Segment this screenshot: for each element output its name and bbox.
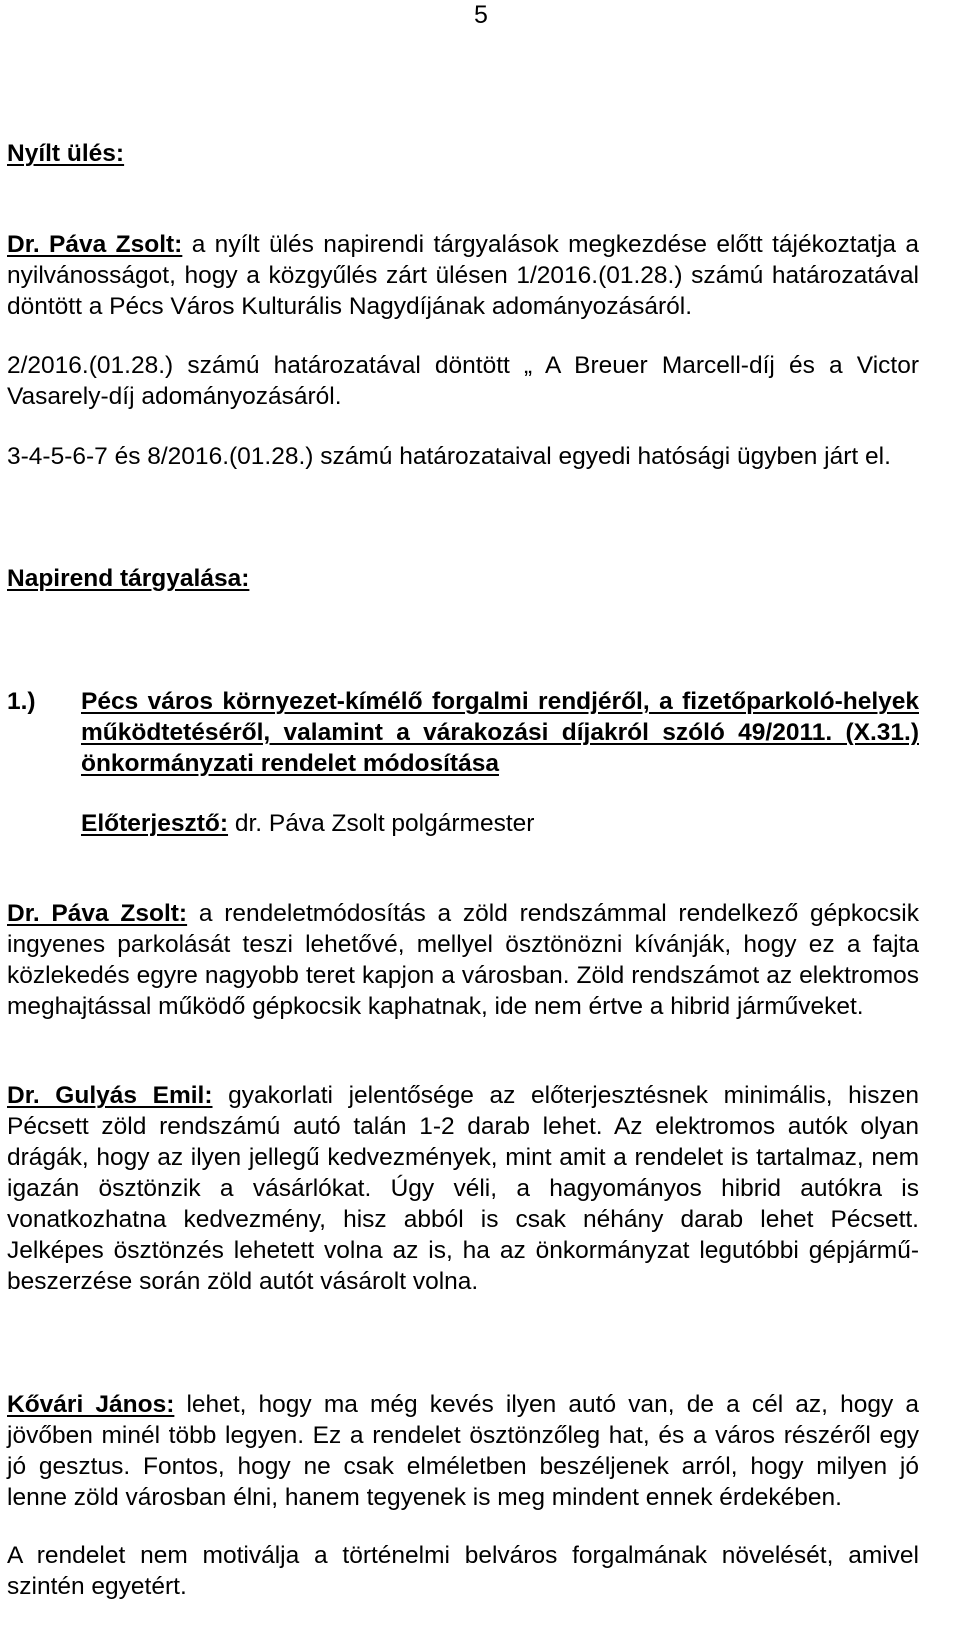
discussion-paragraph [7, 1080, 919, 1297]
intro-paragraph-2: 2/2016.(01.28.) számú határozatával döntött „ A Breuer Marcell-díj és a Victor Vasarely-díj adományozásáról. [7, 352, 919, 410]
intro-text: a nyílt ülés napirendi tárgyalások megkezdése előtt tájékoztatja a nyilvánosságot, hogy a közgyűlés zárt ülésen 1/2016.(01.28.) számú határozatával döntött a Pécs Város Kulturális Nagydíjának adományozásáról. [7, 231, 919, 320]
intro-paragraph [7, 229, 919, 322]
speech-text: lehet, hogy ma még kevés ilyen autó van, de a cél az, hogy a jövőben minél több legyen. Ez a rendelet ösztönzőleg hat, és a város részéről egy jó gesztus. Fontos, hogy ne csak elméletben beszéljenek arról, hogy milyen jó lenne zöld városban élni, hanem tegyenek is meg mindent ennek érdekében. [7, 1391, 919, 1511]
open-session-heading: Nyílt ülés: [7, 140, 125, 167]
discussion-paragraph [7, 898, 919, 1022]
closing-paragraph: A rendelet nem motiválja a történelmi belváros forgalmának növelését, amivel szintén egyetért. [7, 1542, 919, 1600]
agenda-item-title: Pécs város környezet-kímélő forgalmi rendjéről, a fizetőparkoló-helyek működtetéséről, valamint a várakozási díjakról szóló 49/2011. (X.31.) önkormányzati rendelet módosítása [81, 688, 919, 777]
presenter-label: Előterjesztő: [81, 810, 229, 837]
speech-text: gyakorlati jelentősége az előterjesztésnek minimális, hiszen Pécsett zöld rendszámú autó talán 1-2 darab lehet. Az elektromos autók olyan drágák, hogy az ilyen jellegű kedvezmények, mint amit a rendelet is tartalmaz, nem igazán ösztönzik a vásárlókat. Úgy véli, a hagyományos hibrid autókra is vonatkozhatna kedvezmény, hisz abból is csak néhány darab lehet Pécsett. Jelképes ösztönzés lehetett volna az is, ha az önkormányzat legutóbbi gépjármű-beszerzése során zöld autót vásárolt volna. [7, 1082, 919, 1295]
speaker-name: Dr. Gulyás Emil: [7, 1082, 213, 1109]
speaker-name: Dr. Páva Zsolt: [7, 900, 188, 927]
speaker-name: Dr. Páva Zsolt: [7, 231, 183, 258]
intro-paragraph-3: 3-4-5-6-7 és 8/2016.(01.28.) számú határozataival egyedi hatósági ügyben járt el. [7, 443, 891, 470]
speech-text: a rendeletmódosítás a zöld rendszámmal rendelkező gépkocsik ingyenes parkolását teszi lehetővé, mellyel ösztönözni kívánják, hogy ez a fajta közlekedés egyre nagyobb teret kapjon a városban. Zöld rendszámot az elektromos meghajtással működő gépkocsik kaphatnak, ide nem értve a hibrid járműveket. [7, 900, 919, 1020]
agenda-heading: Napirend tárgyalása: [7, 565, 250, 592]
presenter-line [81, 808, 919, 839]
speaker-name: Kővári János: [7, 1391, 175, 1418]
presenter-name: dr. Páva Zsolt polgármester [228, 810, 535, 837]
page-number: 5 [474, 1, 488, 29]
discussion-paragraph [7, 1389, 919, 1513]
agenda-item-number: 1.) [7, 688, 36, 715]
